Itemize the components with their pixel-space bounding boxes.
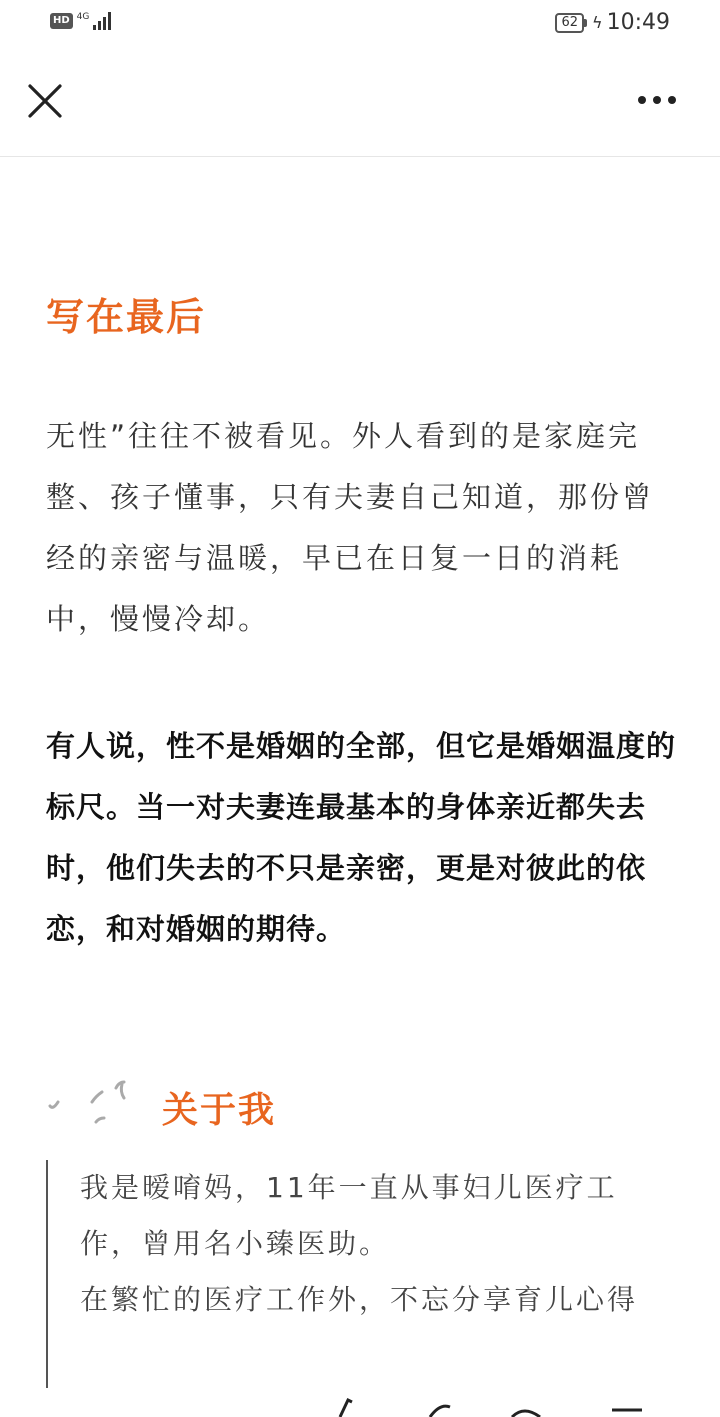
section-title: 写在最后: [46, 295, 207, 339]
about-title: 关于我: [162, 1090, 277, 1131]
article-paragraph-bold: 有人说，性不是婚姻的全部，但它是婚姻温度的标尺。当一对夫妻连最基本的身体亲近都失去时，他们失去的不只是亲密，更是对彼此的依恋，和对婚姻的期待。: [46, 729, 677, 946]
hd-badge: HD: [50, 13, 73, 29]
birds-icon: [46, 1078, 136, 1138]
close-icon: [26, 82, 64, 120]
toolbar-icons-partial: [330, 1388, 670, 1417]
status-left: [50, 12, 111, 30]
more-icon: [638, 96, 646, 104]
about-header: [46, 1076, 676, 1146]
top-nav-bar: [0, 48, 720, 157]
charging-icon: ϟ: [592, 13, 603, 32]
bottom-toolbar-partial: [0, 1388, 720, 1417]
status-right: [555, 10, 670, 35]
close-button[interactable]: [26, 82, 64, 120]
network-label: 4G: [76, 12, 90, 22]
clock: 10:49: [606, 10, 670, 35]
battery-icon: 62: [555, 13, 584, 33]
about-line: 我是暧唷妈，11年一直从事妇儿医疗工作，曾用名小臻医助。: [80, 1171, 618, 1260]
status-bar: [0, 0, 720, 48]
about-quote: [46, 1160, 678, 1388]
signal-icon: [93, 12, 111, 30]
about-line: 在繁忙的医疗工作外，不忘分享育儿心得: [80, 1283, 639, 1316]
more-button[interactable]: [638, 92, 680, 108]
article-paragraph: 无性”往往不被看见。外人看到的是家庭完整、孩子懂事，只有夫妻自己知道，那份曾经的亲密与温暖，早已在日复一日的消耗中，慢慢冷却。: [46, 419, 655, 636]
